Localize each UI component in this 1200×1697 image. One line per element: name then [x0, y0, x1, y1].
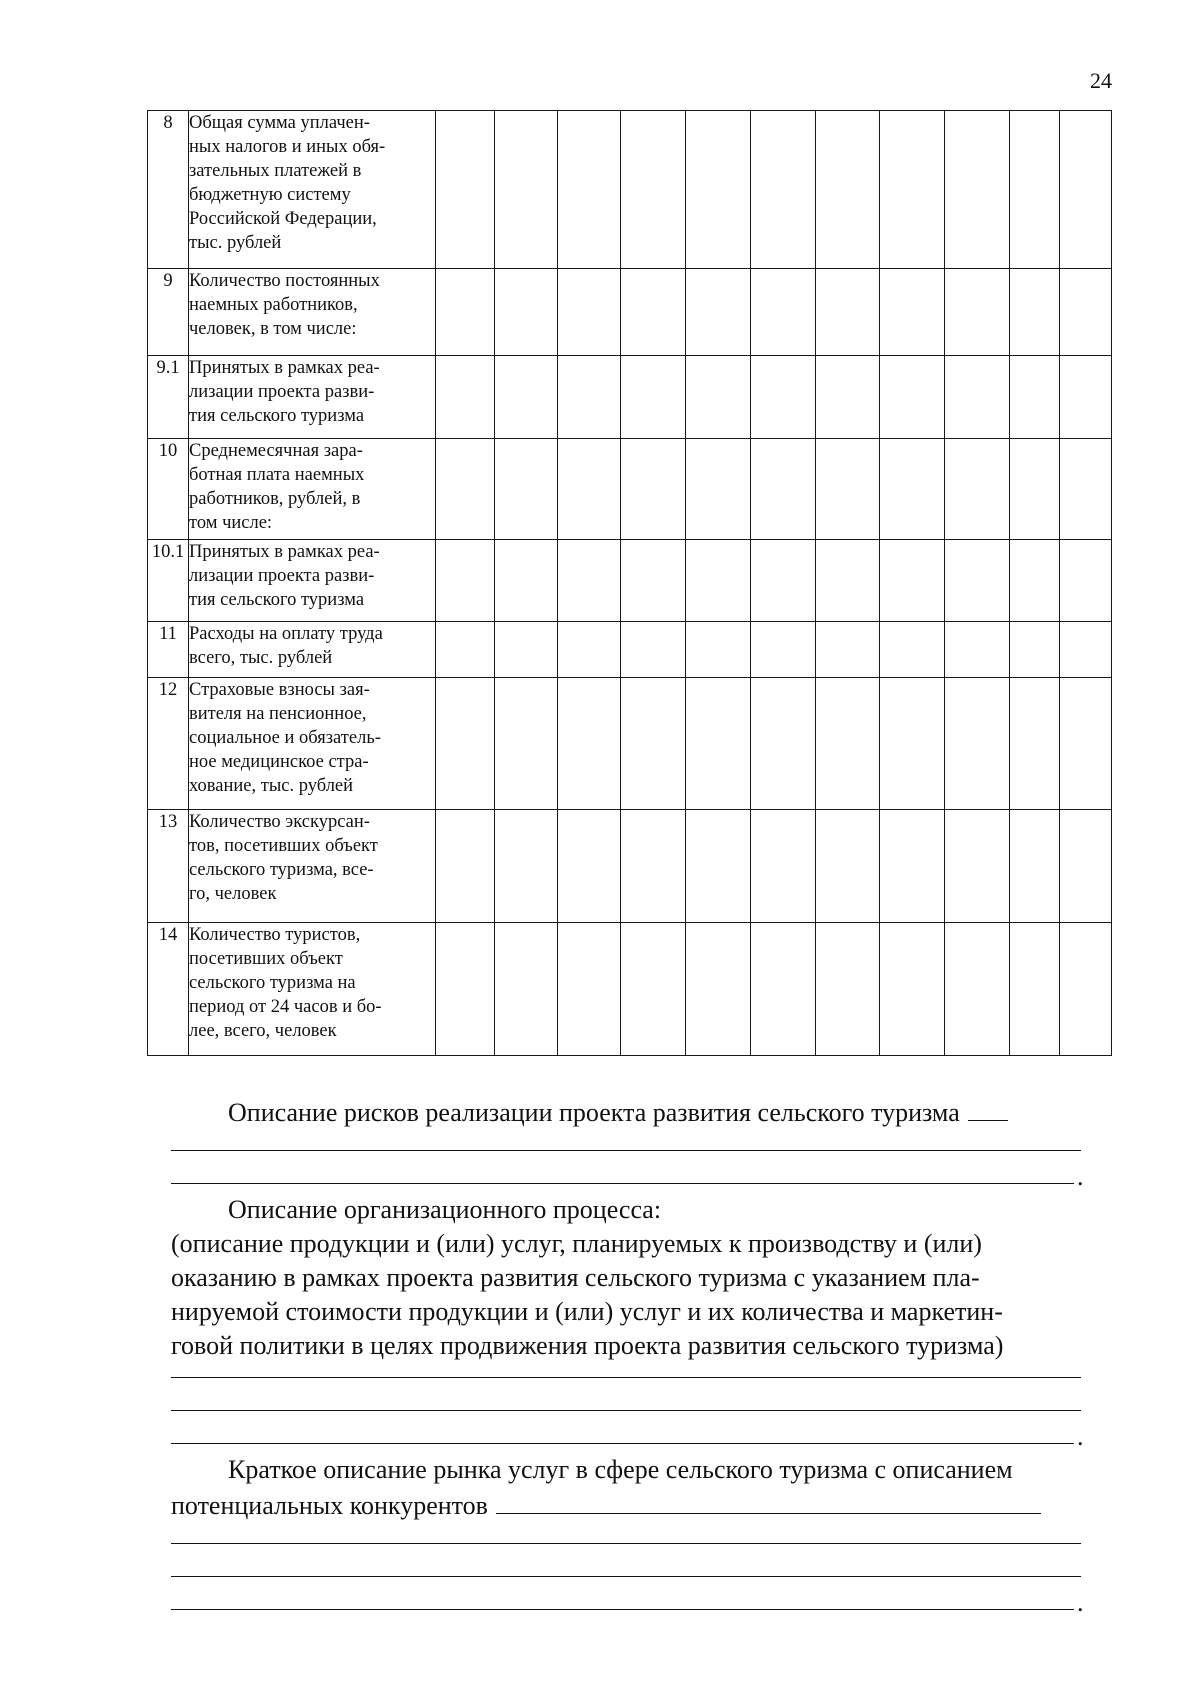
value-cell[interactable] [436, 923, 495, 1056]
table-row [148, 356, 1112, 439]
value-cell[interactable] [1060, 111, 1112, 269]
value-cell[interactable] [686, 111, 751, 269]
org-process-heading: Описание организационного процесса: [228, 1195, 662, 1224]
value-cell[interactable] [816, 439, 880, 540]
value-cell[interactable] [880, 540, 945, 622]
row-number: 12 [148, 678, 189, 810]
value-cell[interactable] [436, 356, 495, 439]
indicators-table [147, 110, 1112, 1056]
row-number: 10 [148, 439, 189, 540]
table-row [148, 810, 1112, 923]
value-cell[interactable] [816, 923, 880, 1056]
org-process-line: нируемой стоимости продукции и (или) услуг и их количества и маркетин- [171, 1297, 1003, 1326]
value-cell[interactable] [751, 622, 816, 678]
value-cell[interactable] [751, 678, 816, 810]
value-cell[interactable] [751, 269, 816, 356]
org-process-fill-line[interactable] [171, 1443, 1074, 1444]
value-cell[interactable] [558, 111, 621, 269]
value-cell[interactable] [1010, 111, 1060, 269]
value-cell[interactable] [686, 356, 751, 439]
value-cell[interactable] [621, 269, 686, 356]
row-number: 14 [148, 923, 189, 1056]
row-number: 11 [148, 622, 189, 678]
value-cell[interactable] [495, 269, 558, 356]
value-cell[interactable] [436, 540, 495, 622]
value-cell[interactable] [880, 678, 945, 810]
value-cell[interactable] [621, 540, 686, 622]
market-fill-line[interactable] [171, 1543, 1081, 1544]
org-process-line: говой политики в целях продвижения проекта развития сельского туризма) [171, 1331, 1004, 1360]
value-cell[interactable] [686, 540, 751, 622]
value-cell[interactable] [751, 810, 816, 923]
value-cell[interactable] [621, 439, 686, 540]
table-row [148, 111, 1112, 269]
row-label: Расходы на оплату труда всего, тыс. рублей [189, 622, 436, 678]
row-number: 10.1 [148, 540, 189, 622]
value-cell[interactable] [945, 269, 1010, 356]
market-fill-line[interactable] [171, 1609, 1074, 1610]
value-cell[interactable] [558, 810, 621, 923]
value-cell[interactable] [816, 622, 880, 678]
value-cell[interactable] [686, 622, 751, 678]
value-cell[interactable] [1060, 439, 1112, 540]
value-cell[interactable] [1060, 356, 1112, 439]
value-cell[interactable] [945, 622, 1010, 678]
market-inline-underline[interactable] [496, 1487, 1041, 1514]
org-process-fill-line[interactable] [171, 1377, 1081, 1378]
value-cell[interactable] [1010, 540, 1060, 622]
value-cell[interactable] [816, 678, 880, 810]
risks-heading [171, 1094, 1085, 1130]
value-cell[interactable] [880, 810, 945, 923]
value-cell[interactable] [816, 540, 880, 622]
table-row [148, 923, 1112, 1056]
value-cell[interactable] [621, 678, 686, 810]
value-cell[interactable] [751, 923, 816, 1056]
value-cell[interactable] [880, 622, 945, 678]
value-cell[interactable] [495, 678, 558, 810]
row-label: Количество экскурсан- тов, посетивших объект сельского туризма, все- го, человек [189, 810, 436, 923]
value-cell[interactable] [945, 923, 1010, 1056]
line-end-dot: . [1077, 1422, 1084, 1451]
risks-fill-line[interactable] [171, 1183, 1074, 1184]
market-heading: Краткое описание рынка услуг в сфере сельского туризма с описанием [228, 1455, 1013, 1484]
value-cell[interactable] [880, 111, 945, 269]
value-cell[interactable] [1010, 622, 1060, 678]
value-cell[interactable] [816, 356, 880, 439]
risks-fill-line[interactable] [171, 1150, 1081, 1151]
table-row [148, 269, 1112, 356]
value-cell[interactable] [1060, 269, 1112, 356]
value-cell[interactable] [495, 439, 558, 540]
row-number: 9.1 [148, 356, 189, 439]
value-cell[interactable] [495, 356, 558, 439]
value-cell[interactable] [880, 356, 945, 439]
value-cell[interactable] [751, 111, 816, 269]
value-cell[interactable] [558, 269, 621, 356]
row-number: 13 [148, 810, 189, 923]
value-cell[interactable] [945, 356, 1010, 439]
org-process-line: (описание продукции и (или) услуг, планируемых к производству и (или) [171, 1229, 982, 1258]
value-cell[interactable] [945, 540, 1010, 622]
row-label: Страховые взносы зая- вителя на пенсионное, социальное и обязатель- ное медицинское стра- хование, тыс. рублей [189, 678, 436, 810]
row-label: Количество туристов, посетивших объект сельского туризма на период от 24 часов и бо- лее, всего, человек [189, 923, 436, 1056]
row-label: Принятых в рамках реа- лизации проекта разви- тия сельского туризма [189, 356, 436, 439]
value-cell[interactable] [1010, 269, 1060, 356]
value-cell[interactable] [686, 439, 751, 540]
value-cell[interactable] [880, 923, 945, 1056]
value-cell[interactable] [621, 923, 686, 1056]
table-row [148, 622, 1112, 678]
org-process-description [171, 1227, 1085, 1363]
value-cell[interactable] [495, 540, 558, 622]
line-end-dot: . [1077, 1588, 1084, 1617]
risks-inline-underline[interactable] [968, 1094, 1008, 1121]
value-cell[interactable] [1010, 923, 1060, 1056]
value-cell[interactable] [816, 111, 880, 269]
row-number: 8 [148, 111, 189, 269]
value-cell[interactable] [558, 678, 621, 810]
value-cell[interactable] [621, 810, 686, 923]
value-cell[interactable] [1060, 678, 1112, 810]
value-cell[interactable] [880, 439, 945, 540]
value-cell[interactable] [495, 923, 558, 1056]
row-number: 9 [148, 269, 189, 356]
value-cell[interactable] [558, 923, 621, 1056]
risks-text: Описание рисков реализации проекта развития сельского туризма [228, 1098, 960, 1127]
value-cell[interactable] [495, 810, 558, 923]
value-cell[interactable] [751, 540, 816, 622]
row-label: Общая сумма уплачен- ных налогов и иных обя- зательных платежей в бюджетную систему Российской Федерации, тыс. рублей [189, 111, 436, 269]
row-label: Принятых в рамках реа- лизации проекта разви- тия сельского туризма [189, 540, 436, 622]
page-number: 24 [1090, 68, 1112, 93]
market-heading-line2 [171, 1487, 1085, 1523]
row-label: Количество постоянных наемных работников, человек, в том числе: [189, 269, 436, 356]
value-cell[interactable] [1060, 622, 1112, 678]
value-cell[interactable] [436, 111, 495, 269]
market-fill-line[interactable] [171, 1576, 1081, 1577]
value-cell[interactable] [1010, 356, 1060, 439]
market-text: потенциальных конкурентов [171, 1491, 488, 1520]
table-row [148, 439, 1112, 540]
value-cell[interactable] [1010, 810, 1060, 923]
table-row [148, 540, 1112, 622]
value-cell[interactable] [436, 622, 495, 678]
value-cell[interactable] [751, 439, 816, 540]
value-cell[interactable] [558, 622, 621, 678]
table-row [148, 678, 1112, 810]
value-cell[interactable] [621, 356, 686, 439]
value-cell[interactable] [436, 439, 495, 540]
value-cell[interactable] [558, 540, 621, 622]
value-cell[interactable] [558, 439, 621, 540]
value-cell[interactable] [686, 923, 751, 1056]
value-cell[interactable] [1060, 810, 1112, 923]
value-cell[interactable] [751, 356, 816, 439]
org-process-line: оказанию в рамках проекта развития сельского туризма с указанием пла- [171, 1263, 980, 1292]
value-cell[interactable] [436, 810, 495, 923]
value-cell[interactable] [1010, 678, 1060, 810]
value-cell[interactable] [495, 622, 558, 678]
value-cell[interactable] [945, 810, 1010, 923]
org-process-fill-line[interactable] [171, 1410, 1081, 1411]
value-cell[interactable] [621, 111, 686, 269]
value-cell[interactable] [686, 678, 751, 810]
value-cell[interactable] [1060, 923, 1112, 1056]
value-cell[interactable] [621, 622, 686, 678]
value-cell[interactable] [1060, 540, 1112, 622]
value-cell[interactable] [1010, 439, 1060, 540]
value-cell[interactable] [945, 678, 1010, 810]
value-cell[interactable] [816, 810, 880, 923]
value-cell[interactable] [880, 269, 945, 356]
value-cell[interactable] [558, 356, 621, 439]
value-cell[interactable] [436, 678, 495, 810]
value-cell[interactable] [686, 810, 751, 923]
line-end-dot: . [1077, 1162, 1084, 1191]
value-cell[interactable] [436, 269, 495, 356]
value-cell[interactable] [686, 269, 751, 356]
value-cell[interactable] [816, 269, 880, 356]
value-cell[interactable] [945, 439, 1010, 540]
value-cell[interactable] [945, 111, 1010, 269]
value-cell[interactable] [495, 111, 558, 269]
row-label: Среднемесячная зара- ботная плата наемных работников, рублей, в том числе: [189, 439, 436, 540]
